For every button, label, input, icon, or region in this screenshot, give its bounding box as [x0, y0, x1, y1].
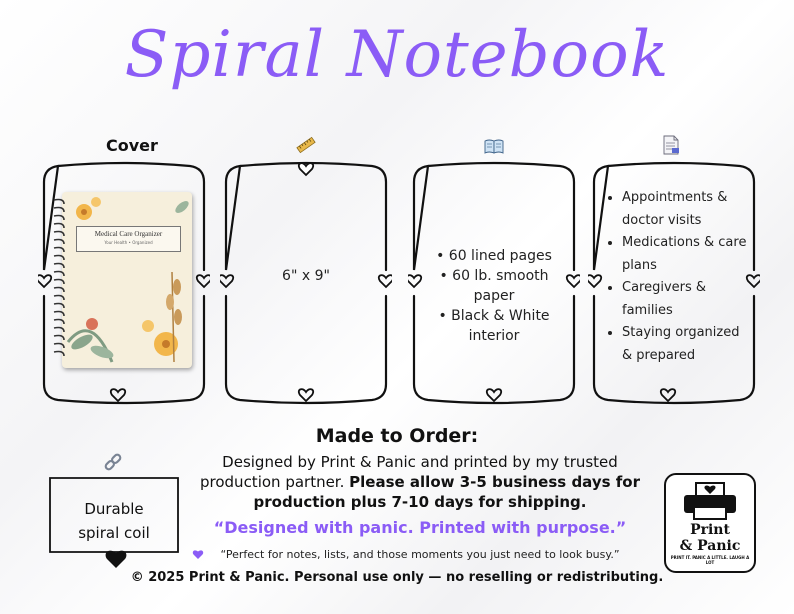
pages-text: [408, 246, 580, 346]
tagline: “Designed with panic. Printed with purpose.”: [213, 518, 627, 537]
print-and-panic-logo: [664, 473, 756, 573]
pages-line-1: • 60 lined pages: [436, 248, 552, 264]
uses-list: [606, 187, 752, 367]
made-to-order-body: [190, 452, 650, 512]
pages-line-4: • Black & White: [438, 308, 550, 324]
quote: “Perfect for notes, lists, and those moments you just need to look busy.”: [220, 548, 620, 561]
made-to-order-plain: Designed by Print & Panic and printed by my trusted production partner.: [200, 453, 618, 491]
coil-feature-line-1: Durable: [84, 500, 144, 518]
floral-decoration: [62, 192, 192, 368]
coil-feature-line-2: spiral coil: [78, 524, 150, 542]
uses-item: • Appointments & doctor visits: [622, 187, 752, 232]
link-icon: [103, 452, 123, 472]
pages-panel: [408, 158, 580, 408]
spiral-coil-image: [52, 196, 66, 364]
uses-item: • Medications & care plans: [622, 232, 752, 277]
notebook-cover-image: [62, 192, 192, 368]
made-to-order-bold: Please allow 3-5 business days for production plus 7-10 days for shipping.: [253, 473, 640, 511]
size-panel: [220, 158, 392, 408]
logo-line-2: & Panic: [679, 538, 741, 554]
notebook-subtitle: Your Health • Organized: [104, 240, 153, 245]
uses-item: • Caregivers & families: [622, 277, 752, 322]
page-title: Spiral Notebook: [124, 18, 670, 92]
document-icon: [662, 135, 680, 155]
size-text: 6" x 9": [282, 268, 330, 284]
uses-list-wrap: [606, 187, 752, 367]
printer-icon: [680, 481, 740, 521]
heart-icon: [104, 548, 128, 570]
pages-line-2: • 60 lb. smooth: [439, 268, 549, 284]
coil-feature-box: [47, 475, 181, 555]
ruler-icon: [296, 136, 316, 154]
book-icon: [484, 138, 504, 154]
uses-panel: [588, 158, 760, 408]
copyright: © 2025 Print & Panic. Personal use only — no reselling or redistributing.: [130, 570, 664, 585]
pages-line-5: interior: [468, 328, 520, 344]
cover-label: Cover: [106, 136, 158, 155]
logo-tagline: PRINT IT. PANIC A LITTLE. LAUGH A LOT: [670, 555, 750, 565]
pages-line-3: paper: [473, 288, 515, 304]
notebook-label: [76, 226, 181, 252]
logo-line-1: Print: [690, 522, 730, 538]
uses-item: • Staying organized & prepared: [622, 322, 752, 367]
notebook-title: Medical Care Organizer: [94, 230, 163, 238]
made-to-order-title: Made to Order:: [315, 425, 479, 447]
